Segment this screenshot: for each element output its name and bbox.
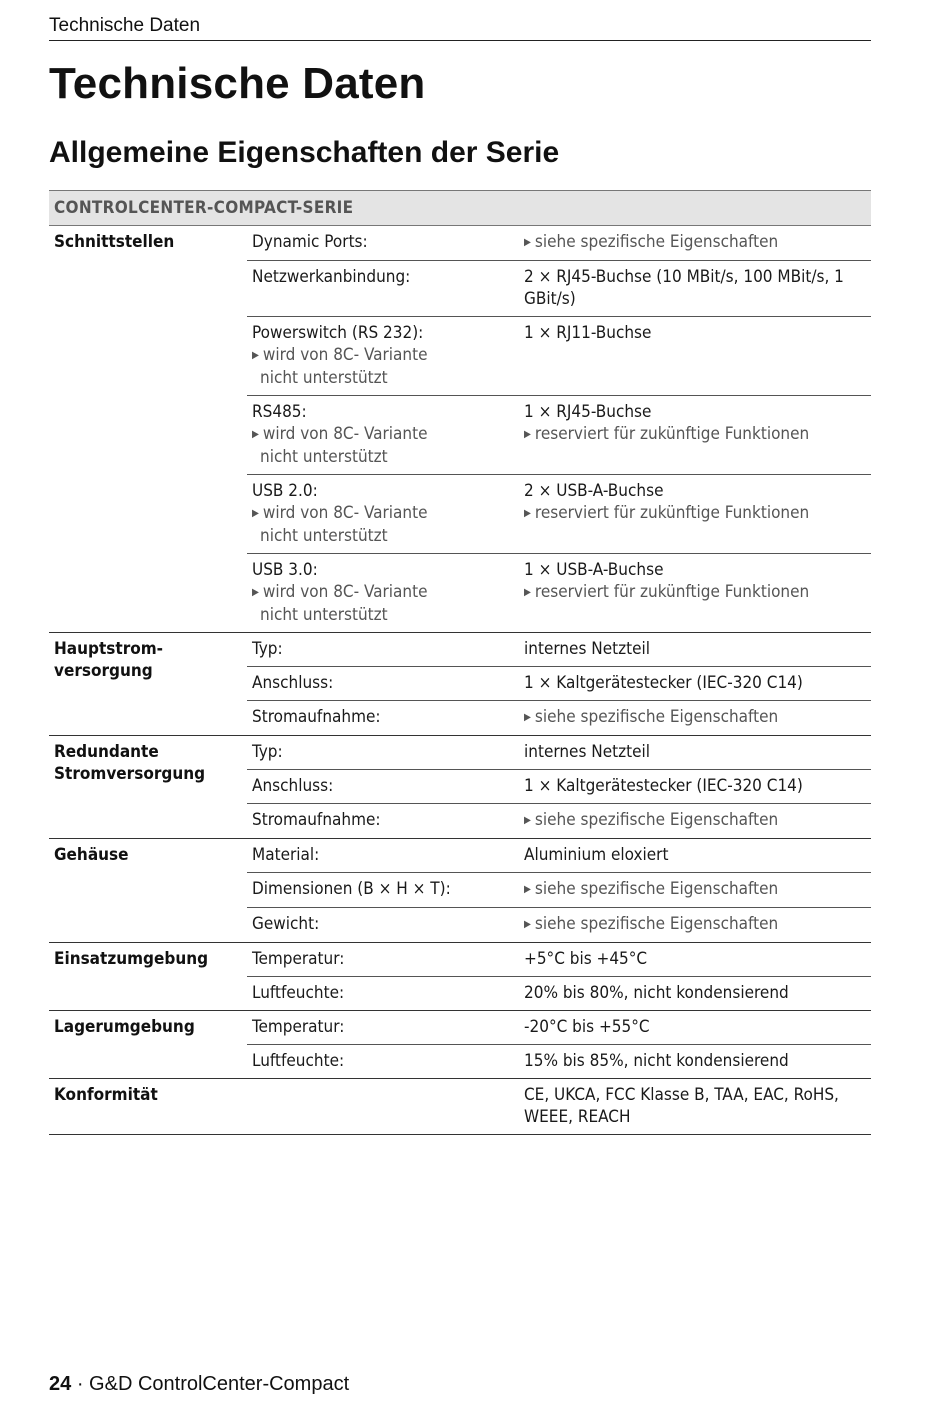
category-lagerumgebung: Lagerumgebung [49,1011,247,1079]
series-header: CONTROLCENTER-COMPACT-SERIE [49,191,871,226]
table-row [49,1011,871,1045]
row-label-text: RS485: [252,402,307,422]
page-number: 24 [49,1373,72,1395]
table-row [49,1079,871,1135]
row-label [247,475,519,554]
row-value-text: 1 × RJ45-Buchse [524,402,652,422]
row-value-text: 2 × USB-A-Buchse [524,481,664,501]
table-row [49,839,871,873]
row-label-text: USB 3.0: [252,560,318,580]
row-label: Luftfeuchte: [247,1045,519,1079]
row-label: Stromaufnahme: [247,804,519,839]
document-title: G&D ControlCenter-Compact [89,1373,350,1395]
footer-separator: · [76,1373,84,1395]
row-label [247,1079,519,1135]
triangle-right-icon: ▶ [524,508,531,519]
running-header: Technische Daten [49,14,871,41]
row-value [519,701,871,736]
row-label: Luftfeuchte: [247,977,519,1011]
page-footer [49,1372,349,1396]
table-row [49,633,871,667]
row-label: Anschluss: [247,770,519,804]
row-value: -20°C bis +55°C [519,1011,871,1045]
triangle-right-icon: ▶ [524,237,531,248]
category-einsatzumgebung: Einsatzumgebung [49,943,247,1011]
variant-note: ▶ wird von 8C- Variante nicht unterstützt [252,582,428,625]
row-value: internes Netzteil [519,633,871,667]
variant-note: ▶ wird von 8C- Variante nicht unterstützt [252,424,428,467]
row-label: Dimensionen (B × H × T): [247,873,519,908]
row-label: Gewicht: [247,908,519,943]
row-value: 1 × Kaltgerätestecker (IEC-320 C14) [519,667,871,701]
value-note: ▶ reserviert für zukünftige Funktionen [524,503,810,523]
triangle-right-icon: ▶ [252,508,259,519]
row-value [519,226,871,261]
row-value: 1 × Kaltgerätestecker (IEC-320 C14) [519,770,871,804]
row-value: 1 × RJ11-Buchse [519,317,871,396]
category-redundante-stromversorgung: Redundante Stromversorgung [49,736,247,839]
row-label: Temperatur: [247,943,519,977]
row-value-text: 1 × USB-A-Buchse [524,560,664,580]
row-value [519,873,871,908]
row-value: CE, UKCA, FCC Klasse B, TAA, EAC, RoHS, WEEE, REACH [519,1079,871,1135]
triangle-right-icon: ▶ [524,429,531,440]
spec-table [49,190,871,1135]
variant-note: ▶ wird von 8C- Variante nicht unterstützt [252,345,428,388]
value-note: ▶ reserviert für zukünftige Funktionen [524,582,810,602]
triangle-right-icon: ▶ [252,429,259,440]
row-label: Typ: [247,633,519,667]
page-title: Technische Daten [49,59,426,108]
triangle-right-icon: ▶ [524,919,531,930]
value-note: ▶ reserviert für zukünftige Funktionen [524,424,810,444]
row-value [519,396,871,475]
triangle-right-icon: ▶ [252,350,259,361]
triangle-right-icon: ▶ [252,587,259,598]
row-label-text: USB 2.0: [252,481,318,501]
triangle-right-icon: ▶ [524,815,531,826]
variant-note: ▶ wird von 8C- Variante nicht unterstützt [252,503,428,546]
table-row [49,736,871,770]
row-value: Aluminium eloxiert [519,839,871,873]
row-label: Temperatur: [247,1011,519,1045]
row-label: Stromaufnahme: [247,701,519,736]
row-value: internes Netzteil [519,736,871,770]
row-value [519,475,871,554]
row-value: 20% bis 80%, nicht kondensierend [519,977,871,1011]
cross-reference-link[interactable]: siehe spezifische Eigenschaften [534,707,779,727]
triangle-right-icon: ▶ [524,712,531,723]
cross-reference-link[interactable]: siehe spezifische Eigenschaften [534,810,779,830]
row-label [247,317,519,396]
category-schnittstellen: Schnittstellen [49,226,247,633]
section-title: Allgemeine Eigenschaften der Serie [49,136,560,169]
row-value [519,554,871,633]
row-label: Netzwerkanbindung: [247,261,519,317]
cross-reference-link[interactable]: siehe spezifische Eigenschaften [534,879,779,899]
row-value [519,908,871,943]
cross-reference-link[interactable]: siehe spezifische Eigenschaften [534,914,779,934]
row-label [247,554,519,633]
category-gehaeuse: Gehäuse [49,839,247,943]
row-value: 2 × RJ45-Buchse (10 MBit/s, 100 MBit/s, 1 GBit/s) [519,261,871,317]
row-label [247,396,519,475]
table-row [49,226,871,261]
row-label: Anschluss: [247,667,519,701]
category-hauptstromversorgung: Hauptstrom- versorgung [49,633,247,736]
row-value [519,804,871,839]
triangle-right-icon: ▶ [524,587,531,598]
category-konformitaet: Konformität [49,1079,247,1135]
row-label: Dynamic Ports: [247,226,519,261]
row-value: +5°C bis +45°C [519,943,871,977]
row-label-text: Powerswitch (RS 232): [252,323,424,343]
table-row [49,943,871,977]
triangle-right-icon: ▶ [524,884,531,895]
row-label: Material: [247,839,519,873]
row-value: 15% bis 85%, nicht kondensierend [519,1045,871,1079]
cross-reference-link[interactable]: siehe spezifische Eigenschaften [534,232,779,252]
row-label: Typ: [247,736,519,770]
